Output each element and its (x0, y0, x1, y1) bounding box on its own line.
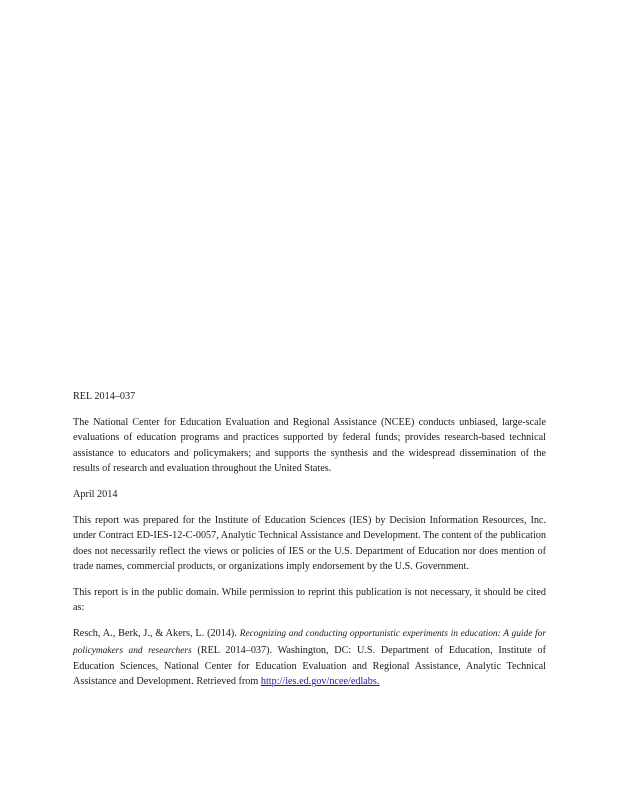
citation (73, 626, 546, 689)
citation-title: Recognizing and conducting opportunistic experiments in education: A guide for policymakers and researchers (73, 629, 547, 656)
citation-link[interactable]: http://ies.ed.gov/ncee/edlabs. (260, 676, 380, 688)
publication-date: April 2014 (73, 489, 118, 501)
citation-authors: Resch, A., Berk, J., & Akers, L. (2014). (73, 628, 237, 640)
report-number: REL 2014–037 (73, 391, 136, 402)
document-body (73, 389, 546, 700)
public-domain-statement: This report is in the public domain. While permission to reprint this publication is not necessary, it should be cited as: (73, 587, 546, 614)
ncee-statement: The National Center for Education Evaluation and Regional Assistance (NCEE) conducts unbiased, large-scale evaluations of education programs and practices supported by federal funds; provides research-based technical assistance to educators and policymakers; and supports the synthesis and the widespread dissemination of the results of research and evaluation throughout the United States. (73, 417, 546, 474)
citation-details: (REL 2014–037). Washington, DC: U.S. Department of Education, Institute of Education Sciences, National Center for Education Evaluation and Regional Assistance, Analytic Technical Assistance and Development. Retrieved from (73, 644, 546, 688)
preparation-statement: This report was prepared for the Institute of Education Sciences (IES) by Decision Information Resources, Inc. under Contract ED-IES-12-C-0057, Analytic Technical Assistance and Development. The content of the publication does not necessarily reflect the views or policies of IES or the U.S. Department of Education nor does mention of trade names, commercial products, or organizations imply endorsement by the U.S. Government. (73, 515, 546, 572)
